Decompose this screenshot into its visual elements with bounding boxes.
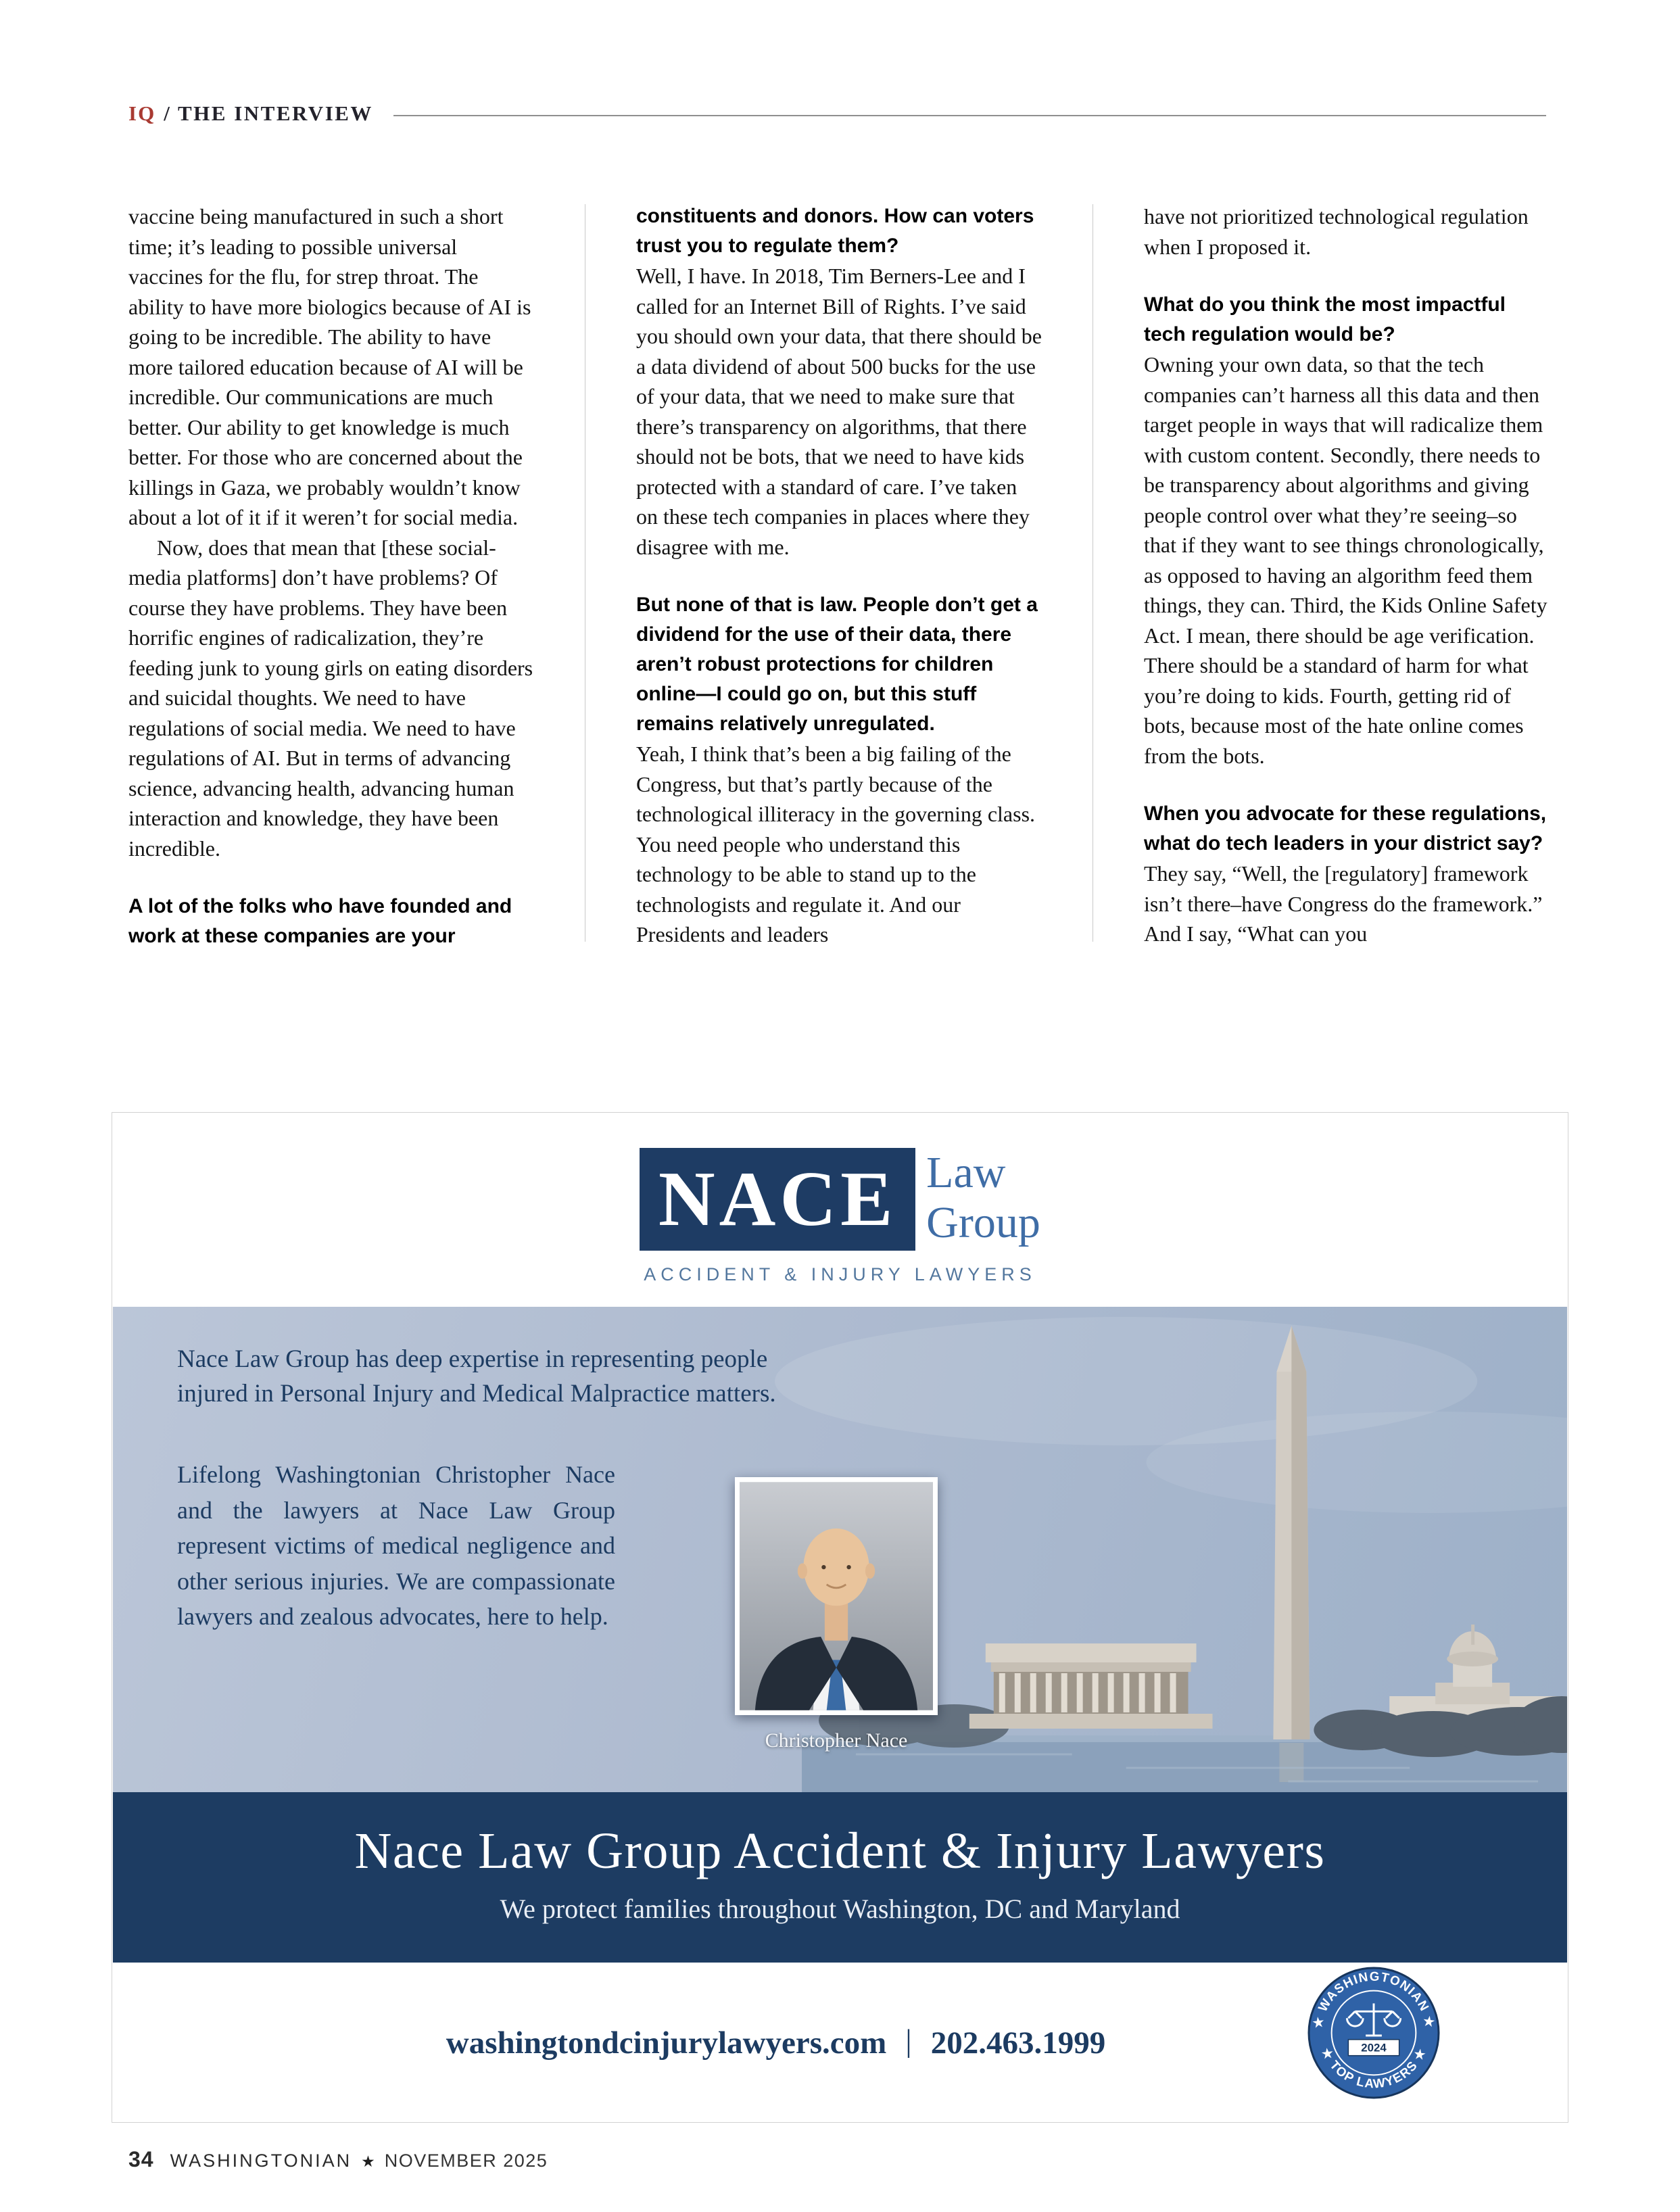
contact-separator: | <box>905 2023 912 2059</box>
top-lawyers-badge <box>1307 1966 1441 2100</box>
ad-body-text: Lifelong Washingtonian Christopher Nace and the lawyers at Nace Law Group represent victims of medical negligence and other serious injuries. We are compassionate lawyers and zealous advocates, here to help. <box>177 1461 615 1630</box>
washington-monument-silhouette <box>1273 1326 1310 1782</box>
article-paragraph: Owning your own data, so that the tech companies can’t harness all this data and then target people in ways that will radicalize them with custom content. Secondly, there needs to be transparency about algorithms and giving people control over what they’re seeing–so that if they want to see things chronologically, as opposed to having an algorithm feed them things, they can. Third, the Kids Online Safety Act. I mean, there should be age verification. There should be a standard of harm for what you’re doing to kids. Fourth, getting rid of bots, because most of the hate online comes from the bots. <box>1144 352 1547 768</box>
logo-word-group: Group <box>926 1198 1040 1247</box>
column-2 <box>636 201 1042 951</box>
section-header <box>128 101 1546 126</box>
photo-caption: Christopher Nace <box>765 1729 908 1752</box>
logo-tagline: ACCIDENT & INJURY LAWYERS <box>644 1264 1036 1284</box>
interview-question: When you advocate for these regulations, what do tech leaders in your district say? <box>1144 802 1547 855</box>
issue-date: NOVEMBER 2025 <box>384 2150 548 2171</box>
ad-banner-title: Nace Law Group Accident & Injury Lawyers <box>354 1823 1326 1879</box>
interview-question: What do you think the most impactful tech regulation would be? <box>1144 293 1506 345</box>
page-footer <box>128 2147 548 2172</box>
ad-intro-text: Nace Law Group has deep expertise in representing people injured in Personal Injury and Medical Malpractice matters. <box>177 1345 776 1408</box>
section-title: / THE INTERVIEW <box>164 101 373 125</box>
ad-hero <box>113 1307 1567 1792</box>
badge-year: 2024 <box>1361 2041 1387 2054</box>
lincoln-memorial-silhouette <box>969 1643 1213 1729</box>
christopher-nace-photo <box>735 1477 938 1715</box>
brand-iq: IQ <box>128 101 156 125</box>
nace-logo-box <box>640 1148 915 1251</box>
nace-logo-side <box>926 1148 1040 1248</box>
nace-logo-row <box>640 1148 1040 1251</box>
article-paragraph: Now, does that mean that [these social-media platforms] don’t have problems? Of course they have problems. They have been horrific engines of radicalization, they’re feeding junk to young girls on eating disorders and suicidal thoughts. We need to have regulations of social media. We need to have regulations of AI. But in terms of advancing science, advancing health, advancing human interaction and knowledge, they have been incredible. <box>128 535 533 861</box>
logo-word-law: Law <box>926 1148 1006 1197</box>
badge-ring-bottom-text: ★ TOP LAWYERS ★ <box>1318 2045 1429 2091</box>
ad-banner <box>113 1792 1567 1963</box>
interview-question: A lot of the folks who have founded and work at these companies are your <box>128 895 512 947</box>
column-1 <box>128 201 534 951</box>
ad-phone: 202.463.1999 <box>930 2025 1106 2061</box>
article-paragraph: They say, “Well, the [regulatory] framework isn’t there–have Congress do the framework.” And I say, “What can you <box>1144 861 1543 946</box>
ad-website: washingtondcinjurylawyers.com <box>446 2025 887 2061</box>
nace-logo <box>112 1148 1568 1285</box>
nace-law-group-ad <box>112 1112 1568 2123</box>
interview-question: constituents and donors. How can voters trust you to regulate them? <box>636 205 1034 257</box>
article-paragraph: Yeah, I think that’s been a big failing of the Congress, but that’s partly because of the technological illiteracy in the governing class. You need people who understand this technology to be able to stand up to the technologists and regulate it. And our Presidents and leaders <box>636 742 1036 946</box>
portrait-illustration <box>740 1482 933 1710</box>
article-paragraph: Well, I have. In 2018, Tim Berners-Lee and I called for an Internet Bill of Rights. I’ve said you should own your data, that there should be a data dividend of about 500 bucks for the use of your data, that we need to make sure that there’s transparency on algorithms, that there should not be bots, that we need to have kids protected with a standard of care. I’ve taken on these tech companies in places where they disagree with me. <box>636 264 1042 559</box>
ad-banner-subtitle: We protect families throughout Washington, DC and Maryland <box>500 1894 1180 1924</box>
article-paragraph: have not prioritized technological regulation when I proposed it. <box>1144 204 1529 259</box>
article-columns <box>128 201 1552 951</box>
header-rule <box>393 115 1546 116</box>
star-icon: ★ <box>361 2153 375 2170</box>
article-paragraph: vaccine being manufactured in such a short time; it’s leading to possible universal vaccines for the flu, for strep throat. The ability to have more biologics because of AI is going to be incredible. The ability to have more tailored education because of AI will be incredible. Our communications are much better. Our ability to get knowledge is much better. For those who are concerned about the killings in Gaza, we probably wouldn’t know about a lot of it if it weren’t for social media. <box>128 204 531 529</box>
nace-logo-text: NACE <box>658 1155 897 1243</box>
column-3 <box>1144 201 1550 951</box>
interview-question: But none of that is law. People don’t get a dividend for the use of their data, there aren’t robust protections for children online—I could go on, but this stuff remains relatively unregulated. <box>636 594 1038 735</box>
badge-ring-top-text: ★ WASHINGTONIAN ★ <box>1310 1969 1438 2030</box>
magazine-name: WASHINGTONIAN <box>170 2150 352 2171</box>
page-number: 34 <box>128 2147 154 2171</box>
